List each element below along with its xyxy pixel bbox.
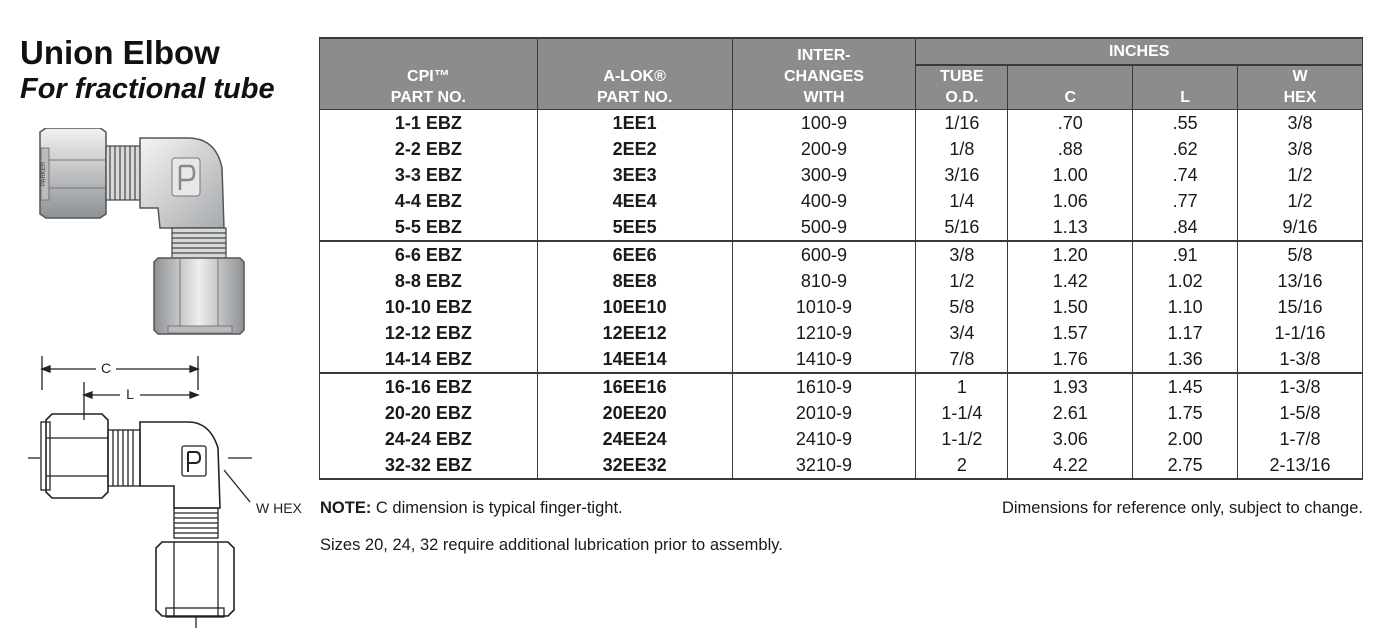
l-dimension-cell: 1.45 <box>1133 373 1238 400</box>
w-hex-cell: 1/2 <box>1238 162 1363 188</box>
table-row <box>320 320 1363 346</box>
header-cpi-line2: PART NO. <box>390 89 466 106</box>
tube-od-cell: 3/8 <box>916 241 1008 268</box>
interchanges-cell: 100-9 <box>732 110 916 137</box>
interchanges-cell: 200-9 <box>732 136 916 162</box>
page-subtitle: For fractional tube <box>20 73 275 105</box>
cpi-part-no-cell: 4-4 EBZ <box>320 188 538 214</box>
l-dimension-cell: 2.75 <box>1133 452 1238 479</box>
l-dimension-cell: .62 <box>1133 136 1238 162</box>
table-row <box>320 400 1363 426</box>
table-row <box>320 346 1363 373</box>
union-elbow-dimension-drawing-icon <box>28 352 308 633</box>
cpi-part-no-cell: 24-24 EBZ <box>320 426 538 452</box>
w-hex-cell: 1-7/8 <box>1238 426 1363 452</box>
page-title: Union Elbow <box>20 34 220 71</box>
table-row <box>320 426 1363 452</box>
interchanges-cell: 2410-9 <box>732 426 916 452</box>
cpi-part-no-cell: 6-6 EBZ <box>320 241 538 268</box>
interchanges-cell: 300-9 <box>732 162 916 188</box>
title-block <box>20 34 275 106</box>
header-tube-line2: O.D. <box>945 89 979 106</box>
cpi-part-no-cell: 2-2 EBZ <box>320 136 538 162</box>
cpi-part-no-cell: 12-12 EBZ <box>320 320 538 346</box>
w-hex-cell: 15/16 <box>1238 294 1363 320</box>
spec-table-body <box>320 110 1363 480</box>
header-tube-od <box>916 65 1008 110</box>
header-inter-line2: CHANGES <box>783 68 864 85</box>
interchanges-cell: 2010-9 <box>732 400 916 426</box>
header-inter-line3: WITH <box>803 89 845 106</box>
interchanges-cell: 3210-9 <box>732 452 916 479</box>
c-dimension-cell: 1.20 <box>1008 241 1133 268</box>
c-dimension-cell: 1.00 <box>1008 162 1133 188</box>
alok-part-no-cell: 6EE6 <box>537 241 732 268</box>
alok-part-no-cell: 20EE20 <box>537 400 732 426</box>
union-elbow-photo-icon <box>38 128 248 345</box>
alok-part-no-cell: 2EE2 <box>537 136 732 162</box>
interchanges-cell: 1610-9 <box>732 373 916 400</box>
header-inter-line1: INTER- <box>797 47 851 64</box>
c-dimension-cell: 1.13 <box>1008 214 1133 241</box>
table-row <box>320 268 1363 294</box>
lubrication-note: Sizes 20, 24, 32 require additional lubrication prior to assembly. <box>320 536 783 554</box>
alok-part-no-cell: 5EE5 <box>537 214 732 241</box>
l-dimension-cell: 1.10 <box>1133 294 1238 320</box>
header-c: C <box>1008 65 1133 110</box>
c-dimension-cell: 1.76 <box>1008 346 1133 373</box>
cpi-part-no-cell: 8-8 EBZ <box>320 268 538 294</box>
table-row <box>320 241 1363 268</box>
w-hex-cell: 1/2 <box>1238 188 1363 214</box>
cpi-part-no-cell: 10-10 EBZ <box>320 294 538 320</box>
c-dimension-cell: 1.06 <box>1008 188 1133 214</box>
tube-od-cell: 1-1/4 <box>916 400 1008 426</box>
l-dimension-cell: .74 <box>1133 162 1238 188</box>
alok-part-no-cell: 3EE3 <box>537 162 732 188</box>
tube-od-cell: 1/2 <box>916 268 1008 294</box>
header-l: L <box>1133 65 1238 110</box>
alok-part-no-cell: 14EE14 <box>537 346 732 373</box>
interchanges-cell: 400-9 <box>732 188 916 214</box>
alok-part-no-cell: 8EE8 <box>537 268 732 294</box>
c-dimension-cell: 1.93 <box>1008 373 1133 400</box>
header-tube-line1: TUBE <box>940 68 984 85</box>
tube-od-cell: 1/16 <box>916 110 1008 137</box>
interchanges-cell: 1010-9 <box>732 294 916 320</box>
cpi-part-no-cell: 20-20 EBZ <box>320 400 538 426</box>
tube-od-cell: 7/8 <box>916 346 1008 373</box>
alok-part-no-cell: 1EE1 <box>537 110 732 137</box>
table-row <box>320 214 1363 241</box>
w-hex-cell: 1-3/8 <box>1238 346 1363 373</box>
alok-part-no-cell: 24EE24 <box>537 426 732 452</box>
union-elbow-spec-table <box>319 37 1363 480</box>
note <box>320 499 623 518</box>
header-w-line1: W <box>1292 68 1308 85</box>
alok-part-no-cell: 10EE10 <box>537 294 732 320</box>
header-cpi-part-no <box>320 38 538 110</box>
l-dimension-cell: 1.02 <box>1133 268 1238 294</box>
c-dimension-cell: 4.22 <box>1008 452 1133 479</box>
c-dimension-cell: 1.57 <box>1008 320 1133 346</box>
table-row <box>320 110 1363 137</box>
cpi-part-no-cell: 14-14 EBZ <box>320 346 538 373</box>
w-hex-cell: 3/8 <box>1238 110 1363 137</box>
header-alok-line2: PART NO. <box>597 89 673 106</box>
interchanges-cell: 500-9 <box>732 214 916 241</box>
w-hex-cell: 9/16 <box>1238 214 1363 241</box>
header-alok-line1: A-LOK® <box>603 68 666 85</box>
table-row <box>320 452 1363 479</box>
header-cpi-line1: CPI™ <box>407 68 450 85</box>
table-row <box>320 136 1363 162</box>
cpi-part-no-cell: 16-16 EBZ <box>320 373 538 400</box>
l-dimension-cell: 2.00 <box>1133 426 1238 452</box>
tube-od-cell: 5/16 <box>916 214 1008 241</box>
l-dimension-cell: 1.75 <box>1133 400 1238 426</box>
alok-part-no-cell: 16EE16 <box>537 373 732 400</box>
alok-part-no-cell: 4EE4 <box>537 188 732 214</box>
c-dimension-cell: 3.06 <box>1008 426 1133 452</box>
note-label: NOTE: <box>320 499 372 517</box>
l-dimension-cell: 1.17 <box>1133 320 1238 346</box>
tube-od-cell: 3/4 <box>916 320 1008 346</box>
tube-od-cell: 3/16 <box>916 162 1008 188</box>
interchanges-cell: 1410-9 <box>732 346 916 373</box>
table-row <box>320 162 1363 188</box>
c-dimension-cell: .70 <box>1008 110 1133 137</box>
cpi-part-no-cell: 32-32 EBZ <box>320 452 538 479</box>
interchanges-cell: 1210-9 <box>732 320 916 346</box>
nut-marking-text: PARKER <box>41 161 47 187</box>
c-dimension-cell: 1.42 <box>1008 268 1133 294</box>
table-row <box>320 294 1363 320</box>
w-hex-cell: 5/8 <box>1238 241 1363 268</box>
table-row <box>320 373 1363 400</box>
tube-od-cell: 5/8 <box>916 294 1008 320</box>
interchanges-cell: 810-9 <box>732 268 916 294</box>
header-w-hex <box>1238 65 1363 110</box>
l-dimension-cell: .55 <box>1133 110 1238 137</box>
c-dimension-cell: 1.50 <box>1008 294 1133 320</box>
tube-od-cell: 1 <box>916 373 1008 400</box>
c-dimension-cell: .88 <box>1008 136 1133 162</box>
w-hex-cell: 1-5/8 <box>1238 400 1363 426</box>
w-hex-cell: 1-3/8 <box>1238 373 1363 400</box>
interchanges-cell: 600-9 <box>732 241 916 268</box>
cpi-part-no-cell: 5-5 EBZ <box>320 214 538 241</box>
tube-od-cell: 2 <box>916 452 1008 479</box>
header-w-line2: HEX <box>1283 89 1317 106</box>
cpi-part-no-cell: 1-1 EBZ <box>320 110 538 137</box>
c-dimension-cell: 2.61 <box>1008 400 1133 426</box>
tube-od-cell: 1-1/2 <box>916 426 1008 452</box>
dimension-l-label: L <box>126 386 134 402</box>
w-hex-cell: 1-1/16 <box>1238 320 1363 346</box>
l-dimension-cell: .91 <box>1133 241 1238 268</box>
header-inches: INCHES <box>916 38 1363 65</box>
header-alok-part-no <box>537 38 732 110</box>
header-interchanges-with <box>732 38 916 110</box>
dimension-c-label: C <box>100 360 112 376</box>
alok-part-no-cell: 12EE12 <box>537 320 732 346</box>
cpi-part-no-cell: 3-3 EBZ <box>320 162 538 188</box>
l-dimension-cell: 1.36 <box>1133 346 1238 373</box>
w-hex-cell: 2-13/16 <box>1238 452 1363 479</box>
table-row <box>320 188 1363 214</box>
w-hex-cell: 13/16 <box>1238 268 1363 294</box>
l-dimension-cell: .84 <box>1133 214 1238 241</box>
tube-od-cell: 1/4 <box>916 188 1008 214</box>
w-hex-cell: 3/8 <box>1238 136 1363 162</box>
l-dimension-cell: .77 <box>1133 188 1238 214</box>
alok-part-no-cell: 32EE32 <box>537 452 732 479</box>
w-hex-label: W HEX <box>256 500 302 516</box>
tube-od-cell: 1/8 <box>916 136 1008 162</box>
note-text: C dimension is typical finger-tight. <box>371 499 623 517</box>
disclaimer: Dimensions for reference only, subject to change. <box>1001 499 1363 517</box>
